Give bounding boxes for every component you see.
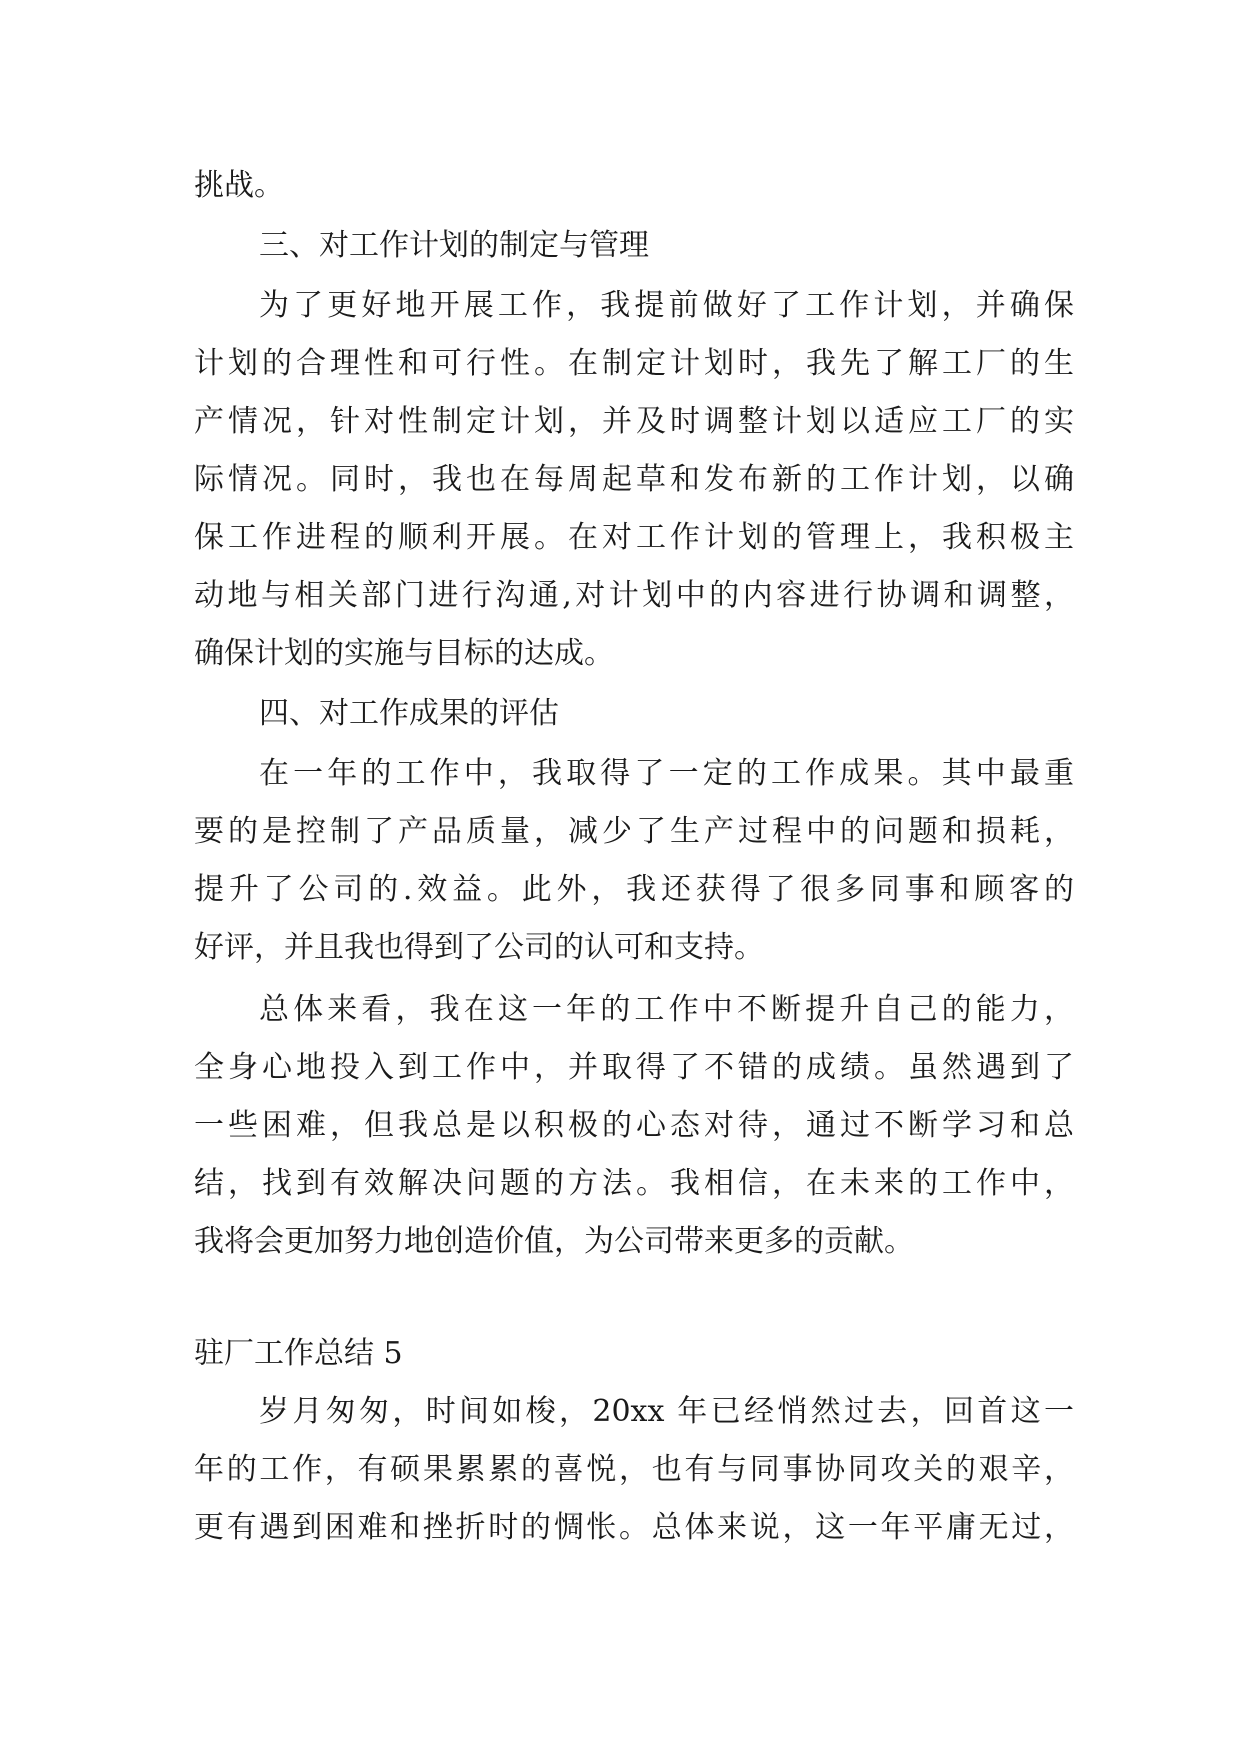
paragraph-line: 动地与相关部门进行沟通,对计划中的内容进行协调和调整， xyxy=(194,578,1074,613)
paragraph-line: 结，找到有效解决问题的方法。我相信，在未来的工作中， xyxy=(194,1166,1074,1201)
paragraph-line: 在一年的工作中，我取得了一定的工作成果。其中最重 xyxy=(259,756,1074,791)
paragraph-line: 全身心地投入到工作中，并取得了不错的成绩。虽然遇到了 xyxy=(194,1050,1074,1085)
paragraph-line: 岁月匆匆，时间如梭，20xx 年已经悄然过去，回首这一 xyxy=(259,1394,1074,1429)
paragraph-line: 年的工作，有硕果累累的喜悦，也有与同事协同攻关的艰辛， xyxy=(194,1452,1074,1487)
paragraph-line: 际情况。同时，我也在每周起草和发布新的工作计划，以确 xyxy=(194,462,1074,497)
paragraph-line: 好评，并且我也得到了公司的认可和支持。 xyxy=(194,930,764,965)
document-title: 驻厂工作总结 5 xyxy=(194,1336,403,1371)
section-heading: 四、对工作成果的评估 xyxy=(259,696,559,731)
paragraph-line: 总体来看，我在这一年的工作中不断提升自己的能力， xyxy=(259,992,1074,1027)
paragraph-line: 确保计划的实施与目标的达成。 xyxy=(194,636,614,671)
paragraph-line: 挑战。 xyxy=(194,168,284,203)
section-heading: 三、对工作计划的制定与管理 xyxy=(259,228,649,263)
paragraph-line: 提升了公司的.效益。此外，我还获得了很多同事和顾客的 xyxy=(194,872,1074,907)
paragraph-line: 产情况，针对性制定计划，并及时调整计划以适应工厂的实 xyxy=(194,404,1074,439)
paragraph-line: 一些困难，但我总是以积极的心态对待，通过不断学习和总 xyxy=(194,1108,1074,1143)
paragraph-line: 为了更好地开展工作，我提前做好了工作计划，并确保 xyxy=(259,288,1074,323)
paragraph-line: 我将会更加努力地创造价值，为公司带来更多的贡献。 xyxy=(194,1224,914,1259)
paragraph-line: 更有遇到困难和挫折时的惆怅。总体来说，这一年平庸无过， xyxy=(194,1510,1074,1545)
paragraph-line: 要的是控制了产品质量，减少了生产过程中的问题和损耗， xyxy=(194,814,1074,849)
paragraph-line: 计划的合理性和可行性。在制定计划时，我先了解工厂的生 xyxy=(194,346,1074,381)
paragraph-line: 保工作进程的顺利开展。在对工作计划的管理上，我积极主 xyxy=(194,520,1074,555)
